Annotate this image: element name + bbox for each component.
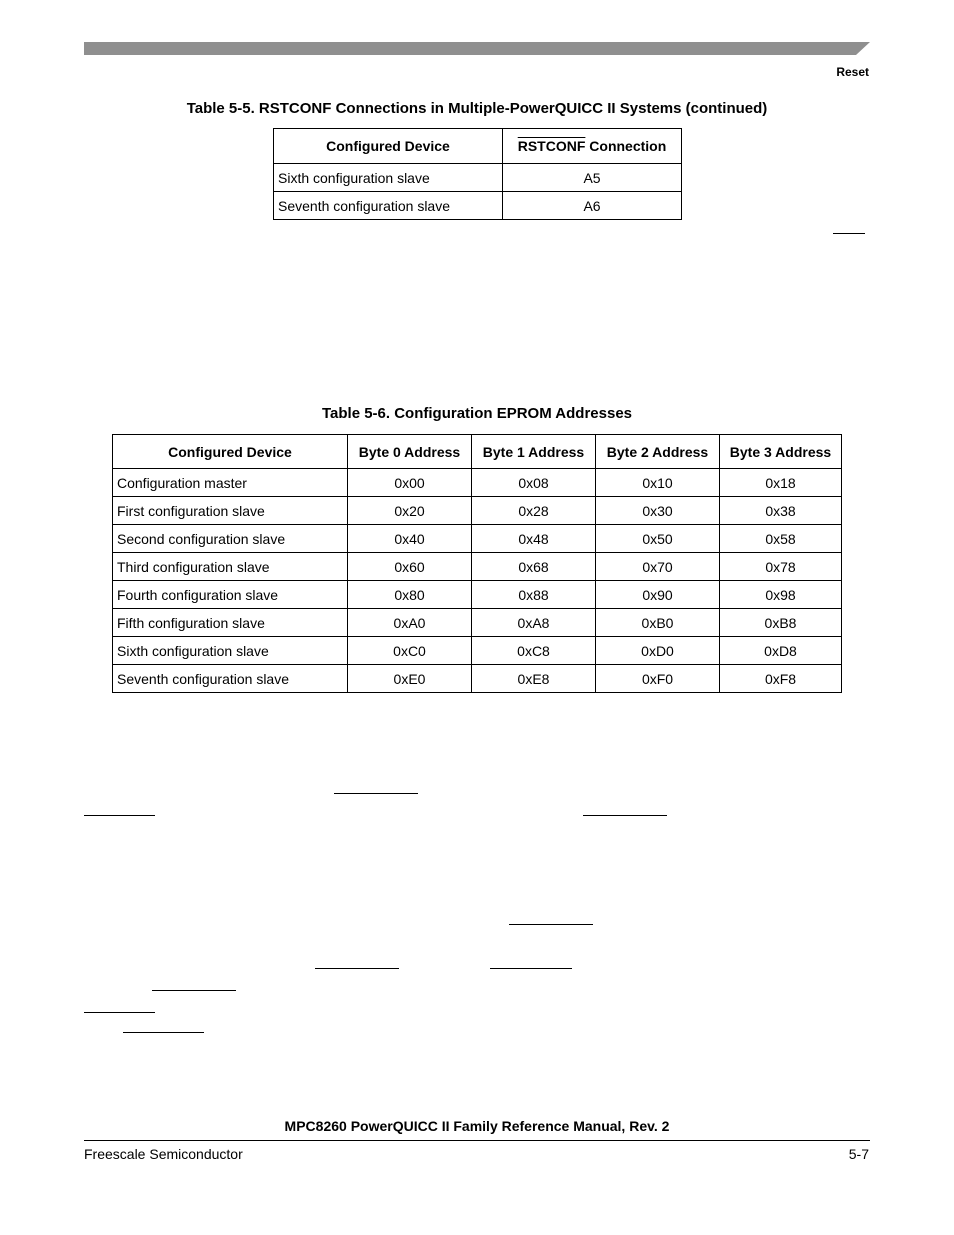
byte1-cell: 0x08 (472, 469, 596, 497)
connection-label: Connection (585, 138, 667, 154)
byte3-cell: 0xD8 (720, 637, 842, 665)
device-cell: Third configuration slave (113, 553, 348, 581)
manual-title: MPC8260 PowerQUICC II Family Reference Manual, Rev. 2 (284, 1118, 670, 1134)
device-cell: Fourth configuration slave (113, 581, 348, 609)
byte1-cell: 0xA8 (472, 609, 596, 637)
byte2-cell: 0x70 (596, 553, 720, 581)
byte0-cell: 0x20 (348, 497, 472, 525)
column-header-byte0: Byte 0 Address (348, 435, 472, 469)
byte0-cell: 0xC0 (348, 637, 472, 665)
column-header-configured-device: Configured Device (113, 435, 348, 469)
overbar-rule (583, 815, 667, 816)
byte1-cell: 0x68 (472, 553, 596, 581)
table-row (113, 553, 842, 581)
overbar-rule (334, 793, 418, 794)
table-row (113, 637, 842, 665)
device-cell: Configuration master (113, 469, 348, 497)
overbar-rule (152, 990, 236, 991)
column-header-byte3: Byte 3 Address (720, 435, 842, 469)
byte3-cell: 0x18 (720, 469, 842, 497)
byte3-cell: 0xB8 (720, 609, 842, 637)
company-name: Freescale Semiconductor (84, 1146, 243, 1162)
device-cell: Seventh configuration slave (113, 665, 348, 693)
byte1-cell: 0x88 (472, 581, 596, 609)
byte0-cell: 0x00 (348, 469, 472, 497)
overbar-rule (123, 1032, 204, 1033)
footer-divider (84, 1140, 870, 1141)
byte1-cell: 0x48 (472, 525, 596, 553)
overbar-rule (490, 968, 572, 969)
byte1-cell: 0xC8 (472, 637, 596, 665)
connection-cell: A5 (503, 164, 682, 192)
rstconf-connections-table (273, 128, 682, 220)
overbar-rule (84, 815, 155, 816)
byte2-cell: 0xF0 (596, 665, 720, 693)
column-header-rstconf-connection (503, 129, 682, 164)
byte2-cell: 0x30 (596, 497, 720, 525)
device-cell: Sixth configuration slave (113, 637, 348, 665)
overbar-rule (509, 924, 593, 925)
byte0-cell: 0x60 (348, 553, 472, 581)
rstconf-signal-label: RSTCONF (517, 138, 586, 154)
table-row (274, 164, 682, 192)
byte3-cell: 0x58 (720, 525, 842, 553)
byte0-cell: 0x80 (348, 581, 472, 609)
byte2-cell: 0x10 (596, 469, 720, 497)
byte0-cell: 0xA0 (348, 609, 472, 637)
overbar-rule (84, 1012, 155, 1013)
byte1-cell: 0x28 (472, 497, 596, 525)
device-cell: Seventh configuration slave (274, 192, 503, 220)
byte2-cell: 0xD0 (596, 637, 720, 665)
table-row (113, 469, 842, 497)
device-cell: Second configuration slave (113, 525, 348, 553)
table-5-6-caption: Table 5-6. Configuration EPROM Addresses (321, 405, 633, 422)
table-header-row (113, 435, 842, 469)
device-cell: Fifth configuration slave (113, 609, 348, 637)
table-row (113, 581, 842, 609)
byte2-cell: 0xB0 (596, 609, 720, 637)
byte0-cell: 0x40 (348, 525, 472, 553)
byte3-cell: 0x78 (720, 553, 842, 581)
byte3-cell: 0xF8 (720, 665, 842, 693)
header-bar (84, 42, 870, 55)
column-header-configured-device: Configured Device (274, 129, 503, 164)
byte2-cell: 0x50 (596, 525, 720, 553)
page-number: 5-7 (848, 1146, 869, 1162)
section-label: Reset (836, 65, 869, 79)
configuration-eprom-addresses-table (112, 434, 842, 693)
table-header-row (274, 129, 682, 164)
overbar-rule (833, 233, 865, 234)
column-header-byte1: Byte 1 Address (472, 435, 596, 469)
table-row (113, 665, 842, 693)
device-cell: Sixth configuration slave (274, 164, 503, 192)
overbar-rule (315, 968, 399, 969)
byte3-cell: 0x38 (720, 497, 842, 525)
table-row (113, 525, 842, 553)
column-header-byte2: Byte 2 Address (596, 435, 720, 469)
device-cell: First configuration slave (113, 497, 348, 525)
byte0-cell: 0xE0 (348, 665, 472, 693)
table-row (113, 609, 842, 637)
table-5-5-caption: Table 5-5. RSTCONF Connections in Multiple-PowerQUICC II Systems (continued) (186, 100, 768, 117)
table-row (274, 192, 682, 220)
byte3-cell: 0x98 (720, 581, 842, 609)
table-row (113, 497, 842, 525)
byte2-cell: 0x90 (596, 581, 720, 609)
byte1-cell: 0xE8 (472, 665, 596, 693)
connection-cell: A6 (503, 192, 682, 220)
